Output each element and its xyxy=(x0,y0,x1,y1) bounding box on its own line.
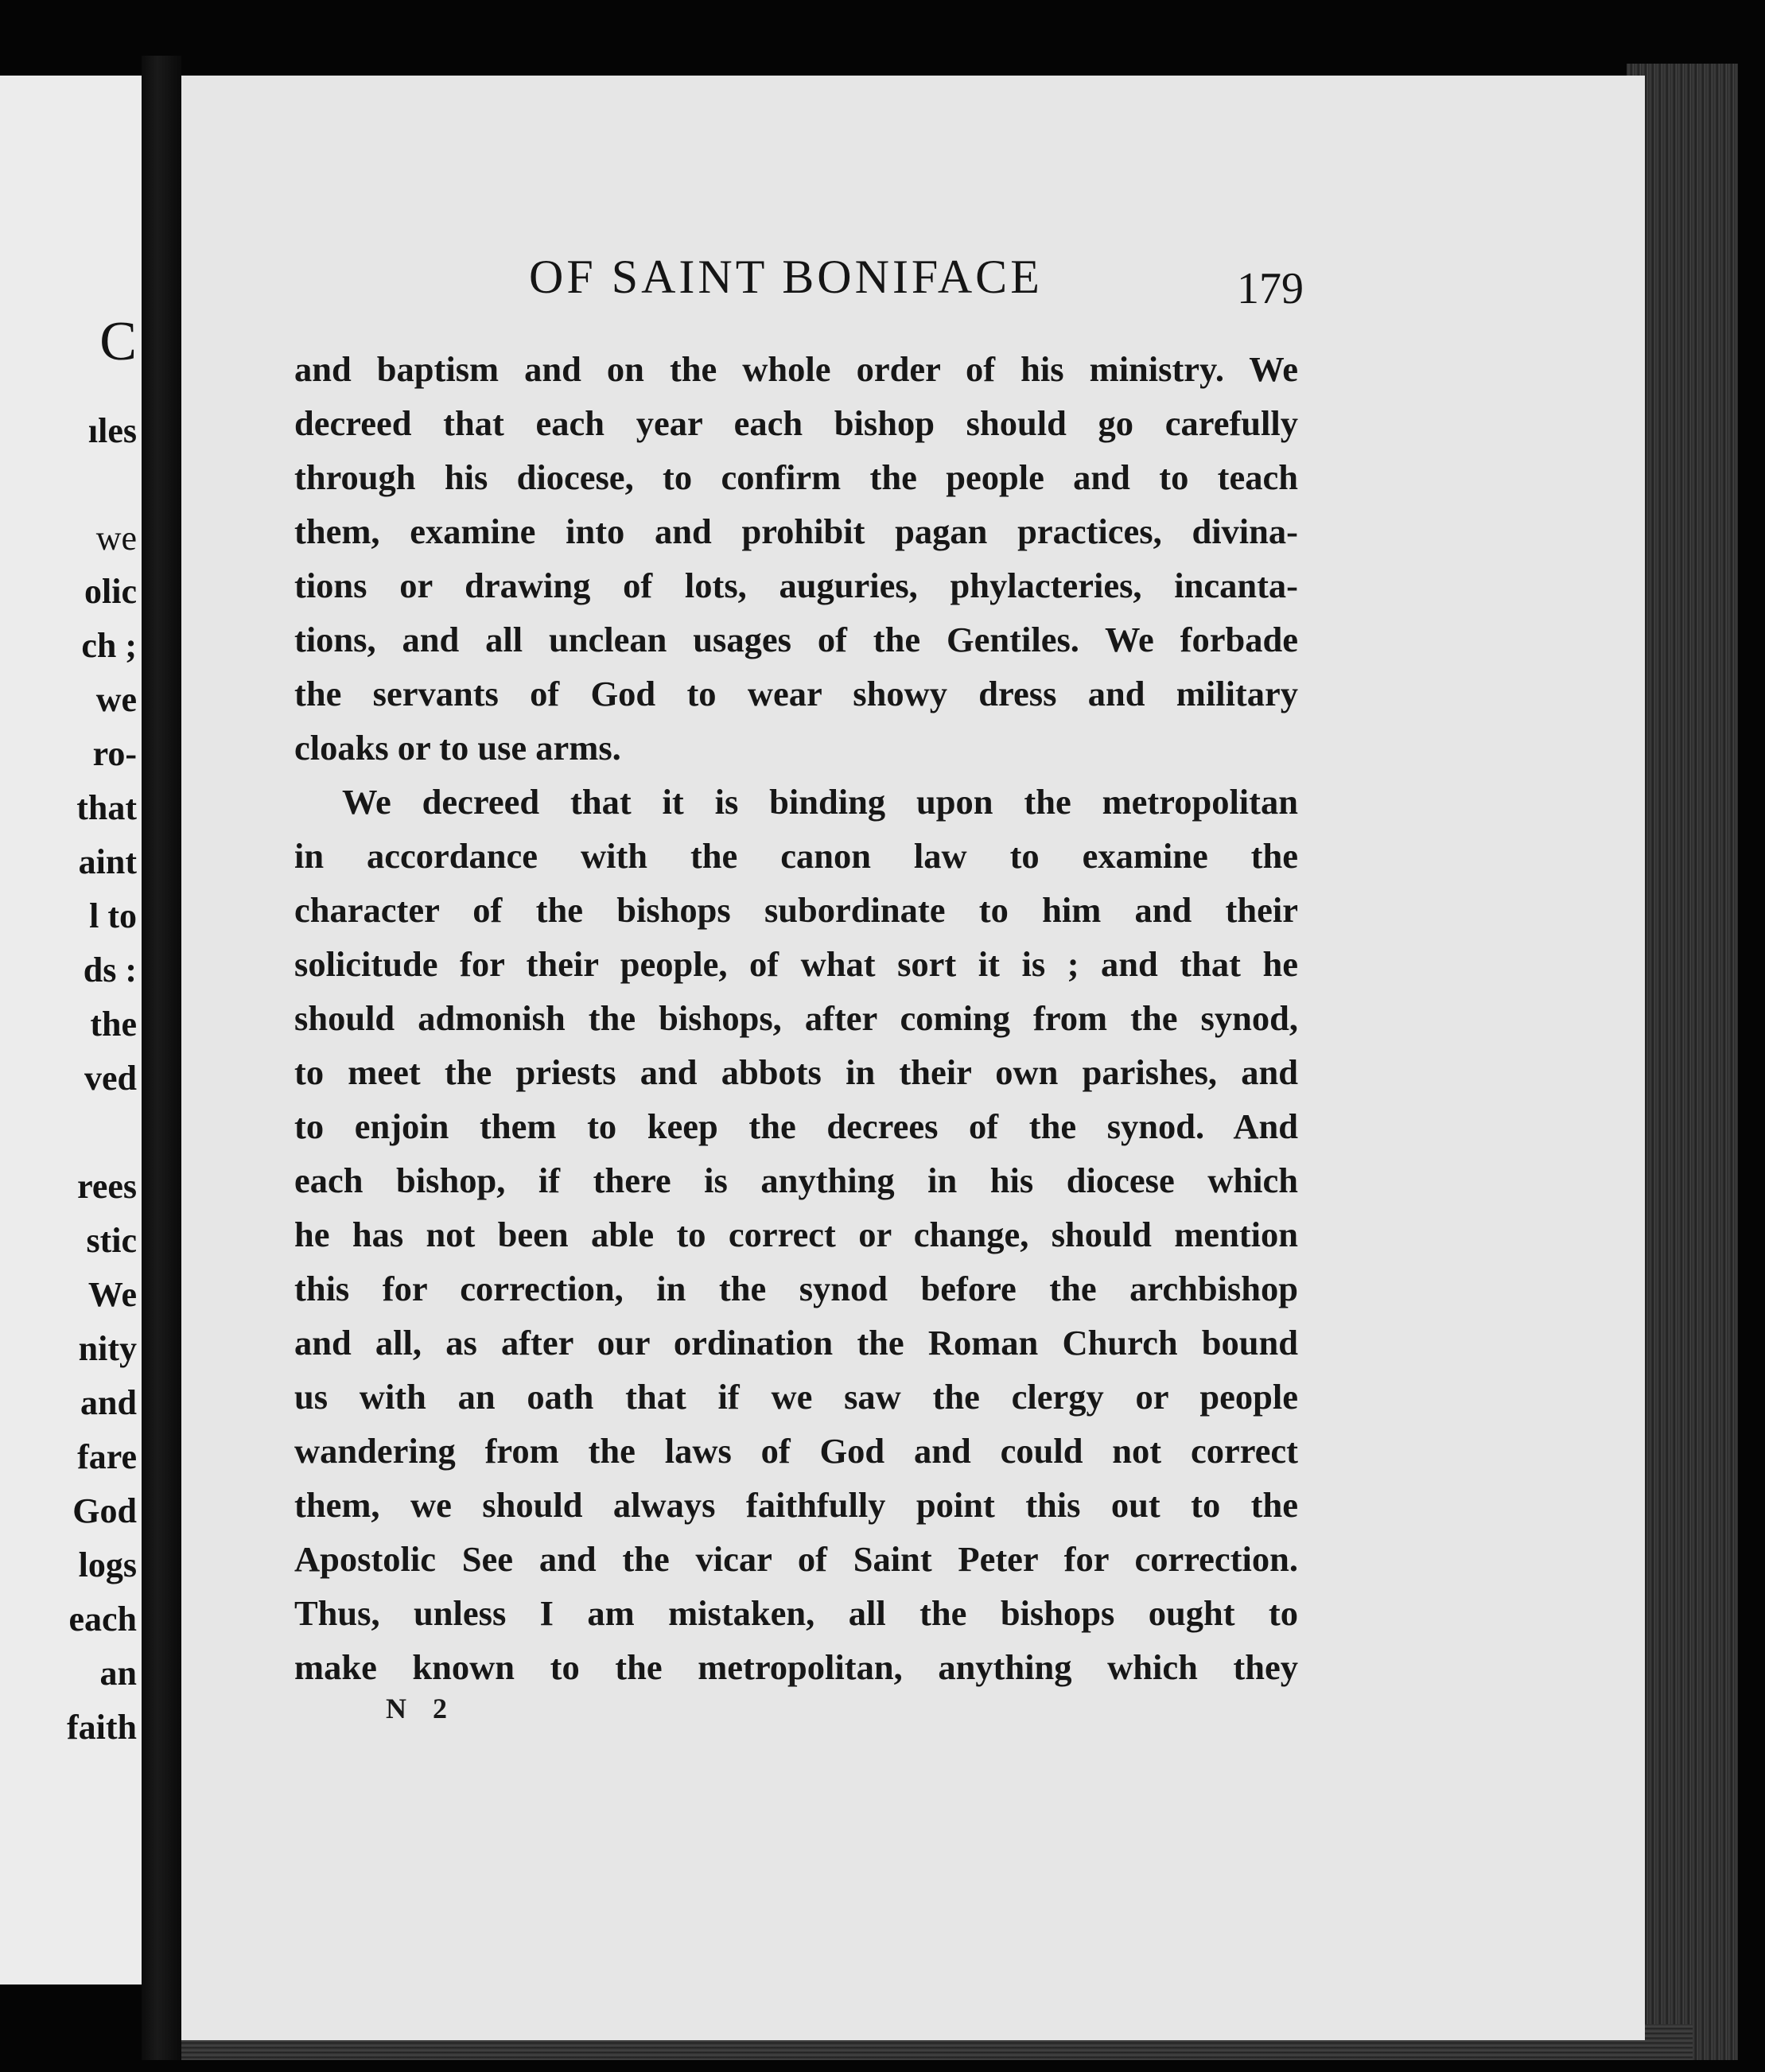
text-line: them, examine into and prohibit pagan practices, divina- xyxy=(294,511,1298,551)
book-gutter xyxy=(142,56,181,2060)
left-page-fragment: and xyxy=(80,1383,137,1422)
left-page-fragment: we xyxy=(95,680,137,719)
text-line: to meet the priests and abbots in their own parishes, and xyxy=(294,1052,1298,1092)
text-line: this for correction, in the synod before the archbishop xyxy=(294,1269,1298,1308)
text-line: should admonish the bishops, after coming from the synod, xyxy=(294,998,1298,1038)
text-line: to enjoin them to keep the decrees of the synod. And xyxy=(294,1106,1298,1146)
text-line: through his diocese, to confirm the people and to teach xyxy=(294,457,1298,497)
text-line: solicitude for their people, of what sort it is ; and that he xyxy=(294,944,1298,984)
text-line: We decreed that it is binding upon the metropolitan xyxy=(342,782,1298,822)
left-page-fragment: we xyxy=(95,519,137,558)
left-page-fragment: nity xyxy=(78,1329,137,1368)
left-page-fragment: olic xyxy=(84,572,137,611)
left-page-fragment: aint xyxy=(78,842,137,881)
text-line: he has not been able to correct or change, should mention xyxy=(294,1215,1298,1254)
text-line: each bishop, if there is anything in his diocese which xyxy=(294,1160,1298,1200)
text-line: us with an oath that if we saw the clergy or people xyxy=(294,1377,1298,1417)
signature-mark: N 2 xyxy=(386,1693,457,1724)
left-page-fragment: each xyxy=(68,1600,137,1639)
left-page-fragment: ds : xyxy=(83,950,137,989)
text-line: cloaks or to use arms. xyxy=(294,728,621,768)
text-line: Apostolic See and the vicar of Saint Peter for correction. xyxy=(294,1539,1298,1579)
left-page-fragment: C xyxy=(99,311,137,372)
left-page-fragment: ıles xyxy=(87,411,137,450)
left-page-fragment: We xyxy=(87,1275,137,1314)
left-page-fragment: stic xyxy=(86,1221,137,1260)
left-page-fragment: the xyxy=(90,1005,137,1044)
text-line: make known to the metropolitan, anything which they xyxy=(294,1647,1298,1687)
text-line: tions, and all unclean usages of the Gentiles. We forbade xyxy=(294,620,1298,659)
left-page-fragment: ved xyxy=(84,1059,137,1098)
body-text xyxy=(294,342,1298,1694)
text-line: in accordance with the canon law to examine the xyxy=(294,836,1298,876)
left-page-fragment: ro- xyxy=(92,734,137,773)
text-line: wandering from the laws of God and could not correct xyxy=(294,1431,1298,1471)
text-line: character of the bishops subordinate to him and their xyxy=(294,890,1298,930)
text-line: decreed that each year each bishop should go carefully xyxy=(294,403,1298,443)
page-number: 179 xyxy=(1237,264,1304,313)
text-line: and baptism and on the whole order of his ministry. We xyxy=(294,349,1298,389)
left-page-fragment: God xyxy=(72,1491,137,1530)
left-page-fragment: that xyxy=(76,788,137,827)
left-page-fragment: ch ; xyxy=(81,626,137,665)
text-line: them, we should always faithfully point this out to the xyxy=(294,1485,1298,1525)
left-page-fragment: l to xyxy=(89,896,137,935)
left-page-fragment: faith xyxy=(67,1708,137,1747)
left-page-fragment: fare xyxy=(77,1437,137,1476)
text-line: tions or drawing of lots, auguries, phylacteries, incanta- xyxy=(294,566,1298,605)
text-line: the servants of God to wear showy dress and military xyxy=(294,674,1298,713)
left-facing-page xyxy=(0,76,142,1985)
left-page-fragment: rees xyxy=(77,1167,137,1206)
text-line: Thus, unless I am mistaken, all the bishops ought to xyxy=(294,1593,1298,1633)
left-page-fragment: an xyxy=(99,1654,137,1693)
running-head: OF SAINT BONIFACE xyxy=(529,251,1043,303)
text-line: and all, as after our ordination the Roman Church bound xyxy=(294,1323,1298,1363)
left-page-fragment: logs xyxy=(78,1545,137,1584)
